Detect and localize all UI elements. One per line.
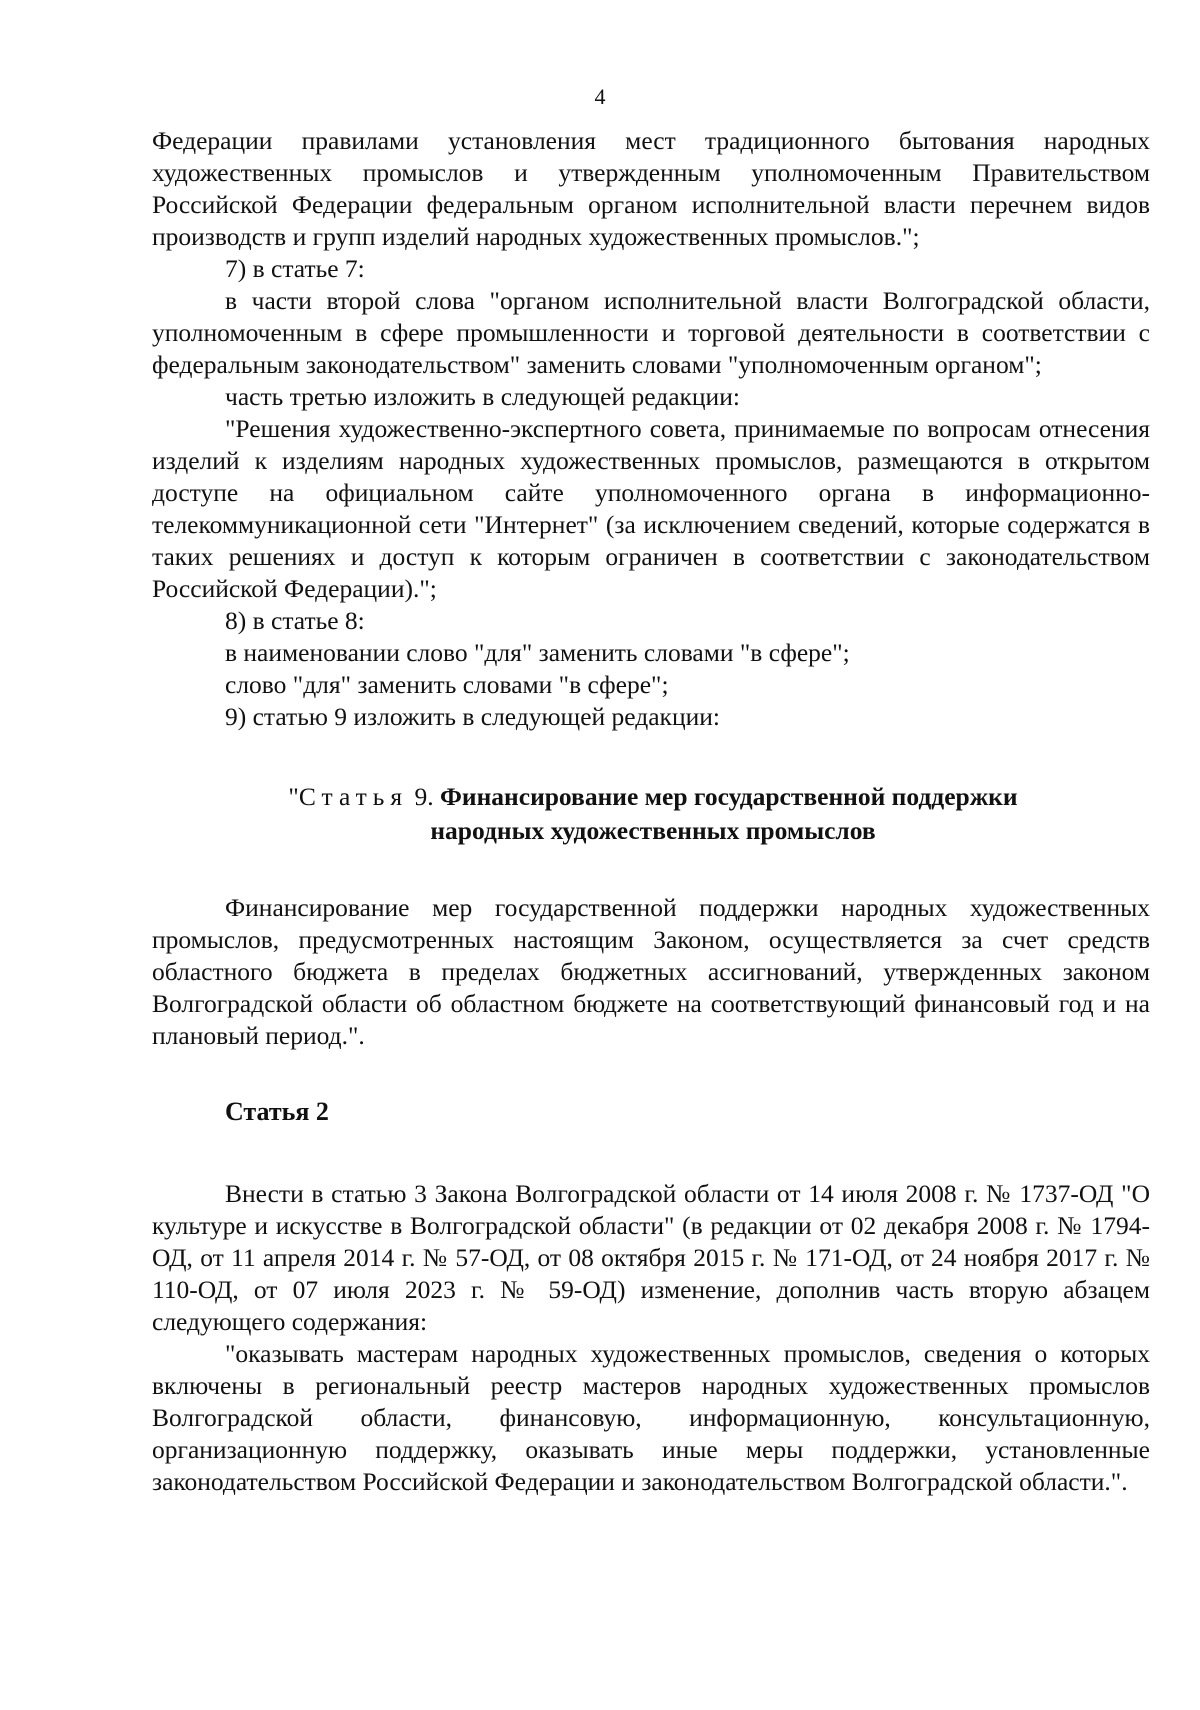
article-9-number: 9. <box>408 782 441 811</box>
article-2-heading: Статья 2 <box>225 1097 329 1126</box>
item-7: 7) в статье 7: <box>225 254 365 283</box>
article-9-heading-line1 <box>156 780 1150 814</box>
document-body <box>152 125 1150 1498</box>
page-number: 4 <box>594 84 606 109</box>
paragraph-continuation: Федерации правилами установления мест традиционного бытования народных художественных промыслов и утвержденным уполномоченным Правительством Российской Федерации федеральным органом исполнительной власти перечнем видов производств и групп изделий народных художественных промыслов."; <box>152 126 1150 251</box>
article-9-title-line2: народных художественных промыслов <box>430 816 876 845</box>
article-9-text: Финансирование мер государственной поддержки народных художественных промыслов, предусмотренных настоящим Законом, осуществляется за счет средств областного бюджета в пределах бюджетных ассигнований, утвержденных законом Волгоградской области об областном бюджете на соответствующий финансовый год и на плановый период.". <box>152 893 1150 1050</box>
item-7-part-two: в части второй слова "органом исполнительной власти Волгоградской области, уполномоченным в сфере промышленности и торговой деятельности в соответствии с федеральным законодательством" заменить словами "уполномоченным органом"; <box>152 286 1150 379</box>
item-9: 9) статью 9 изложить в следующей редакции: <box>225 702 720 731</box>
article-9-title-line1: Финансирование мер государственной поддержки <box>440 782 1018 811</box>
article-2-paragraph-1: Внести в статью 3 Закона Волгоградской области от 14 июля 2008 г. № 1737-ОД "О культуре и искусстве в Волгоградской области" (в редакции от 02 декабря 2008 г. № 1794-ОД, от 11 апреля 2014 г. № 57-ОД, от 08 октября 2015 г. № 171-ОД, от 24 ноября 2017 г. № 110-ОД, от 07 июля 2023 г. № 59-ОД) изменение, дополнив часть вторую абзацем следующего содержания: <box>152 1179 1150 1336</box>
article-2-paragraph-2: "оказывать мастерам народных художественных промыслов, сведения о которых включены в региональный реестр мастеров народных художественных промыслов Волгоградской области, финансовую, информационную, консультационную, организационную поддержку, оказывать иные меры поддержки, установленные законодательством Российской Федерации и законодательством Волгоградской области.". <box>152 1339 1150 1496</box>
article-9-quote: " <box>288 782 299 811</box>
item-7-quoted-text: "Решения художественно-экспертного совета, принимаемые по вопросам отнесения изделий к изделиям народных художественных промыслов, размещаются в открытом доступе на официальном сайте уполномоченного органа в информационно-телекоммуникационной сети "Интернет" (за исключением сведений, которые содержатся в таких решениях и доступ к которым ограничен в соответствии с законодательством Российской Федерации)."; <box>152 414 1150 603</box>
item-8-word-change: слово "для" заменить словами "в сфере"; <box>225 670 669 699</box>
article-9-label: Статья <box>298 782 409 811</box>
item-7-part-three: часть третью изложить в следующей редакции: <box>225 382 740 411</box>
item-8-name-change: в наименовании слово "для" заменить словами "в сфере"; <box>225 638 850 667</box>
item-8: 8) в статье 8: <box>225 606 365 635</box>
article-9-heading <box>152 780 1150 848</box>
